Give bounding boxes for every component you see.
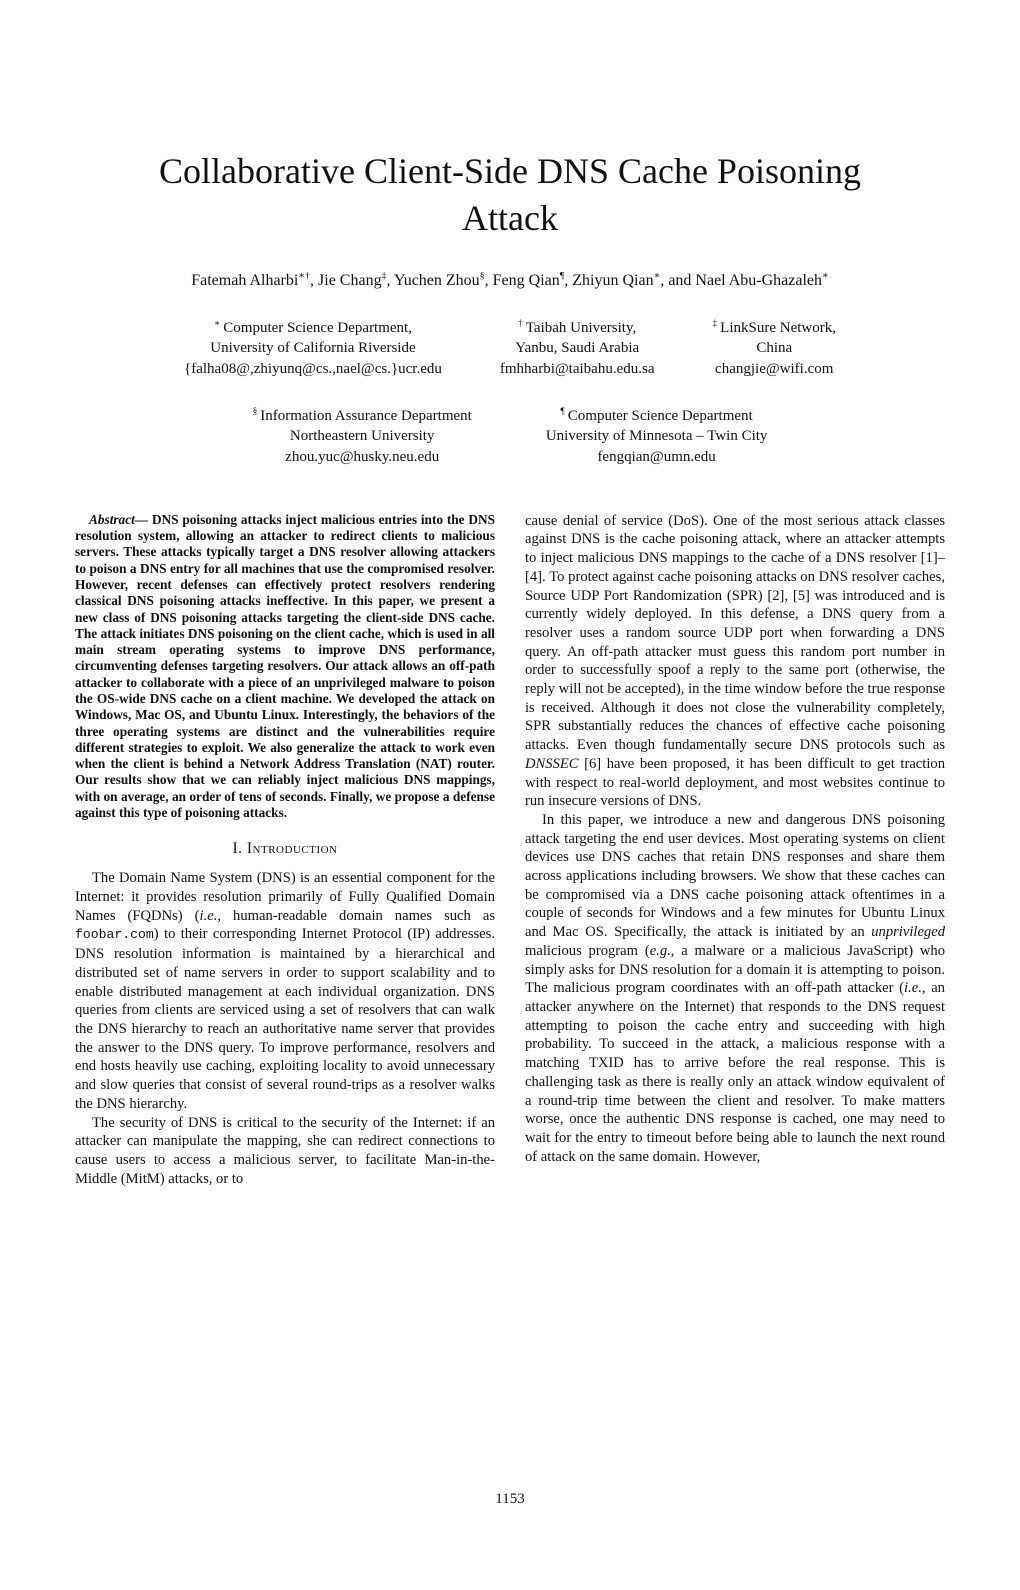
footnote-symbol: †: [518, 318, 523, 329]
affiliation-linksure: [713, 318, 836, 380]
affiliation-email: zhou.yuc@husky.neu.edu: [285, 449, 440, 466]
affiliation-umn: [546, 406, 768, 468]
paper-page: [0, 148, 1020, 1590]
paper-header: [75, 148, 945, 468]
affiliation-dept-line: [546, 406, 768, 427]
intro-paragraph-1: The Domain Name System (DNS) is an essential component for the Internet: it provides resolution primarily of Fully Qualified Domain Names (FQDNs) (i.e., human-readable domain names such as foobar.com) to their corresponding Internet Protocol (IP) addresses. DNS resolution information is maintained by a hierarchical and distributed set of name servers in order to support scalability and to enable distributed management at each individual organization. DNS queries from clients are serviced using a set of resolvers that can walk the DNS hierarchy to reach an authoritative name server that provides the answer to the DNS query. To improve performance, resolvers and end hosts heavily use caching, exploiting locality to avoid unnecessary and slow queries that consist of several round-trips as a resolver walks the DNS hierarchy.: [75, 870, 495, 1112]
abstract-paragraph: Abstract— DNS poisoning attacks inject malicious entries into the DNS resolution system, allowing an attacker to redirect clients to malicious servers. These attacks typically target a DNS resolver allowing attackers to poison a DNS entry for all machines that use the compromised resolver. However, recent defenses can effectively protect resolvers rendering classical DNS poisoning attacks ineffective. In this paper, we present a new class of DNS poisoning attacks targeting the client-side DNS cache. The attack initiates DNS poisoning on the client cache, which is used in all main stream operating systems to improve DNS performance, circumventing defenses targeting resolvers. Our attack allows an off-path attacker to collaborate with a piece of an unprivileged malware to poison the OS-wide DNS cache on a client machine. We developed the attack on Windows, Mac OS, and Ubuntu Linux. Interestingly, the behaviors of the three operating systems are distinct and the vulnerabilities require different strategies to exploit. We also generalize the attack to work even when the client is behind a Network Address Translation (NAT) router. Our results show that we can reliably inject malicious DNS mappings, with on average, an order of tens of seconds. Finally, we propose a defense against this type of poisoning attacks.: [75, 511, 496, 821]
affiliation-northeastern: [253, 406, 472, 468]
affiliation-email: fmhharbi@taibahu.edu.sa: [499, 360, 655, 377]
footnote-symbol: ∗: [213, 318, 221, 329]
affiliation-dept: Computer Science Department,: [223, 319, 412, 336]
left-column: [75, 512, 495, 1189]
affiliation-institution: Northeastern University: [289, 428, 435, 445]
footnote-symbol: ¶: [560, 406, 565, 417]
paper-title: Collaborative Client-Side DNS Cache Poisoning Attack: [159, 151, 861, 238]
authors-line: Fatemah Alharbi∗†, Jie Chang‡, Yuchen Zhou§, Feng Qian¶, Zhiyun Qian∗, and Nael Abu-Ghazaleh∗: [191, 270, 829, 289]
affiliation-dept: Taibah University,: [525, 319, 637, 336]
affiliation-dept: Computer Science Department: [567, 407, 753, 424]
affiliations-row-1: [75, 318, 945, 380]
affiliation-dept-line: [500, 318, 655, 339]
affiliation-dept-line: [184, 318, 442, 339]
affiliation-institution: China: [756, 340, 793, 357]
affiliation-dept: LinkSure Network,: [720, 319, 836, 336]
affiliation-email: changjie@wifi.com: [715, 360, 834, 377]
affiliations-row-2: [75, 406, 945, 468]
affiliation-email: {falha08@,zhiyunq@cs.,nael@cs.}ucr.edu: [184, 360, 442, 377]
section-heading-introduction: I. Introduction: [232, 840, 338, 858]
affiliation-taibah: [500, 318, 655, 380]
intro-paragraph-3: In this paper, we introduce a new and dangerous DNS poisoning attack targeting the end user devices. Most operating systems on client devices use DNS caches that retain DNS responses and share them across applications including browsers. We show that these caches can be compromised via a DNS cache poisoning attack oftentimes in a couple of seconds for Windows and a few minutes for Ubuntu Linux and Mac OS. Specifically, the attack is initiated by an unprivileged malicious program (e.g., a malware or a malicious JavaScript) who simply asks for DNS resolution for a domain it is attempting to poison. The malicious program coordinates with an off-path attacker (i.e., an attacker anywhere on the Internet) that responds to the DNS request attempting to poison the cache entry and succeeding with high probability. To succeed in the attack, a malicious response with a matching TXID has to arrive before the real response. This is challenging task as there is really only an attack window equivalent of a round-trip time between the client and resolver. To make matters worse, once the authentic DNS response is cached, one may need to wait for the entry to timeout before being able to launch the next round of attack on the same domain. However,: [525, 811, 946, 1165]
affiliation-email: fengqian@umn.edu: [597, 449, 716, 466]
affiliation-institution: University of Minnesota – Twin City: [545, 428, 768, 445]
affiliation-dept-line: [713, 318, 836, 339]
paper-body: [75, 512, 945, 1189]
intro-paragraph-2: The security of DNS is critical to the security of the Internet: if an attacker can manipulate the mapping, she can redirect connections to cause users to access a malicious server, to facilitate Man-in-the-Middle (MitM) attacks, or to: [75, 1114, 495, 1187]
affiliation-institution: University of California Riverside: [210, 340, 416, 357]
right-column: [525, 512, 945, 1189]
affiliation-dept: Information Assurance Department: [260, 407, 472, 424]
footnote-symbol: ‡: [712, 318, 718, 329]
page-number: 1153: [495, 1491, 525, 1507]
footnote-symbol: §: [252, 406, 258, 417]
affiliation-ucr: [184, 318, 442, 380]
affiliation-dept-line: [253, 406, 472, 427]
affiliation-institution: Yanbu, Saudi Arabia: [515, 340, 640, 357]
intro-paragraph-2-continued: cause denial of service (DoS). One of the most serious attack classes against DNS is the cache poisoning attack, where an attacker attempts to inject malicious DNS mappings to the cache of a DNS resolver [1]–[4]. To protect against cache poisoning attacks on DNS resolver caches, Source UDP Port Randomization (SPR) [2], [5] was introduced and is currently widely deployed. In this defense, a DNS query from a resolver uses a random source UDP port when forwarding a DNS query. An off-path attacker must guess this random port number in order to successfully spoof a reply to the same port (otherwise, the reply will not be accepted), in the time window before the true response is received. Although it does not close the vulnerability completely, SPR substantially reduces the chances of effective cache poisoning attacks. Even though fundamentally secure DNS protocols such as DNSSEC [6] have been proposed, it has been difficult to get traction with respect to real-world deployment, and most websites continue to run insecure versions of DNS.: [525, 512, 945, 810]
